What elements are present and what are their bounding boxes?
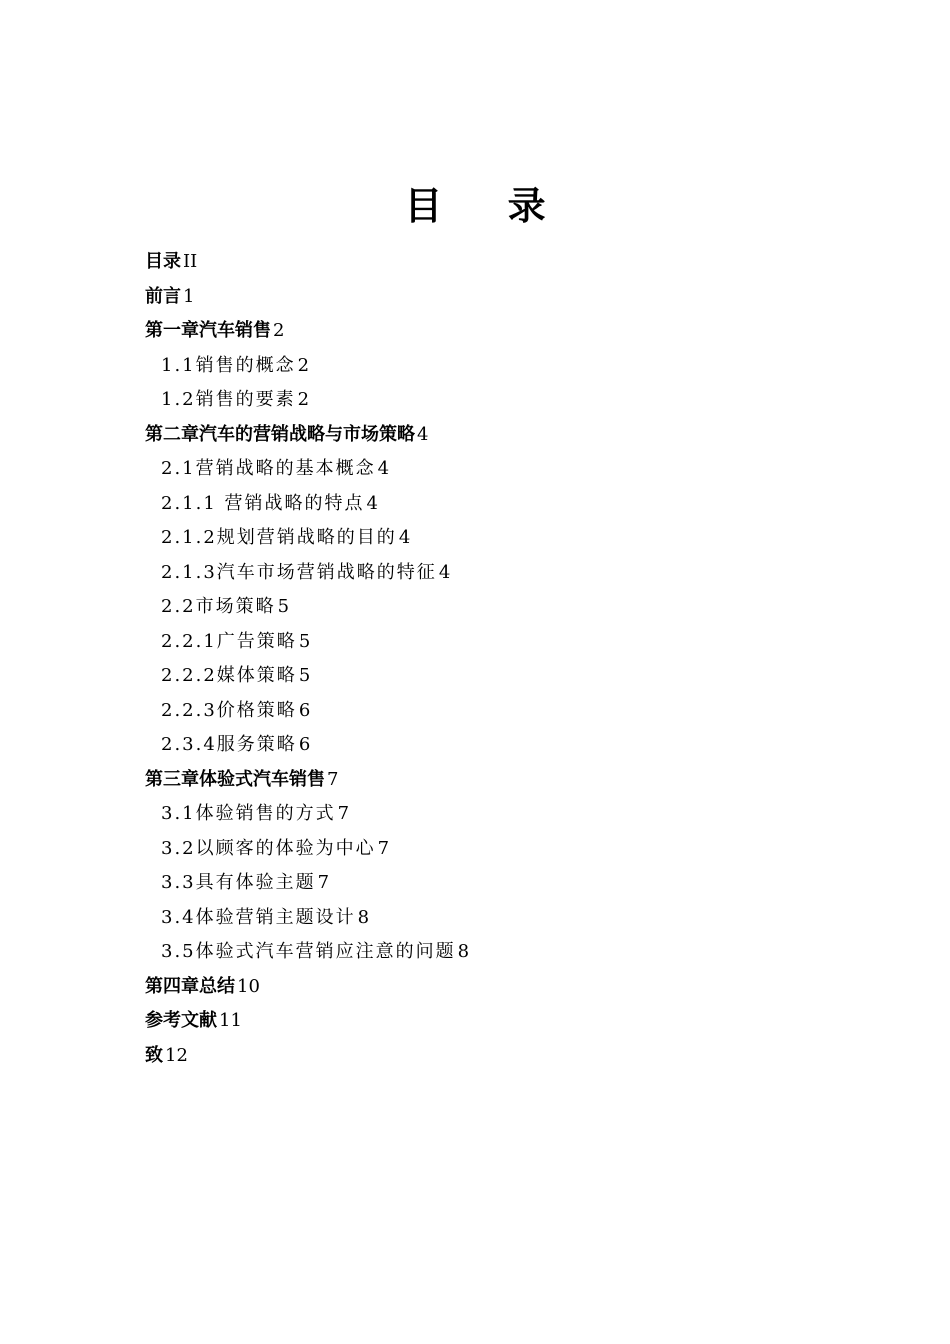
toc-entry-page-number: 4 bbox=[417, 423, 429, 445]
toc-entry-text: 2.2市场策略 bbox=[161, 596, 276, 617]
toc-entry-text: 3.4体验营销主题设计 bbox=[161, 906, 356, 928]
toc-entry-page-number: 5 bbox=[277, 596, 292, 617]
toc-entry-page-number: 4 bbox=[377, 458, 392, 479]
page-title: 目 录 bbox=[404, 184, 572, 228]
toc-entry[interactable] bbox=[145, 383, 845, 418]
toc-entry-text: 2.1营销战略的基本概念 bbox=[161, 458, 376, 479]
toc-entry-page-number: 7 bbox=[337, 803, 352, 824]
toc-entry-page-number: 1 bbox=[183, 285, 195, 307]
toc-entry-page-number: 11 bbox=[219, 1010, 242, 1031]
toc-entry[interactable] bbox=[145, 245, 845, 280]
toc-entry[interactable] bbox=[145, 659, 845, 694]
toc-entry[interactable] bbox=[145, 935, 845, 970]
toc-entry-page-number: 4 bbox=[438, 561, 453, 583]
table-of-contents bbox=[145, 245, 845, 1073]
toc-entry-page-number: 7 bbox=[317, 872, 332, 893]
toc-entry[interactable] bbox=[145, 521, 845, 556]
toc-entry[interactable] bbox=[145, 487, 845, 522]
toc-entry-text: 第一章汽车销售 bbox=[145, 320, 271, 341]
toc-entry-page-number: 7 bbox=[327, 768, 339, 790]
toc-entry-text: 2.1.2规划营销战略的目的 bbox=[161, 527, 397, 548]
toc-entry-text: 2.2.2媒体策略 bbox=[161, 665, 297, 686]
toc-entry[interactable] bbox=[145, 314, 845, 349]
toc-entry[interactable] bbox=[145, 728, 845, 763]
toc-entry-text: 3.2以顾客的体验为中心 bbox=[161, 837, 376, 859]
toc-entry[interactable] bbox=[145, 1004, 845, 1039]
toc-entry-page-number: 2 bbox=[297, 354, 312, 376]
toc-entry-text: 致 bbox=[145, 1044, 163, 1066]
toc-entry-text: 3.5体验式汽车营销应注意的问题 bbox=[161, 941, 456, 962]
toc-entry[interactable] bbox=[145, 590, 845, 625]
toc-entry-page-number: 6 bbox=[298, 699, 313, 721]
toc-entry[interactable] bbox=[145, 763, 845, 798]
toc-entry[interactable] bbox=[145, 625, 845, 660]
toc-entry-text: 1.1销售的概念 bbox=[161, 354, 296, 376]
toc-entry-page-number: 10 bbox=[237, 975, 260, 997]
toc-entry[interactable] bbox=[145, 832, 845, 867]
toc-entry-page-number: 12 bbox=[165, 1044, 188, 1066]
toc-entry[interactable] bbox=[145, 418, 845, 453]
toc-entry-text: 第四章总结 bbox=[145, 975, 235, 997]
toc-entry-page-number: 2 bbox=[297, 389, 312, 410]
toc-entry-page-number: 8 bbox=[357, 906, 372, 928]
toc-entry[interactable] bbox=[145, 970, 845, 1005]
toc-entry-text: 2.2.3价格策略 bbox=[161, 699, 297, 721]
toc-entry-text: 目录 bbox=[145, 251, 181, 272]
toc-entry-text: 2.1.3汽车市场营销战略的特征 bbox=[161, 561, 437, 583]
toc-entry-text: 3.3具有体验主题 bbox=[161, 872, 316, 893]
toc-entry[interactable] bbox=[145, 866, 845, 901]
toc-entry[interactable] bbox=[145, 280, 845, 315]
toc-entry[interactable] bbox=[145, 1039, 845, 1074]
toc-entry-text: 参考文献 bbox=[145, 1010, 217, 1031]
toc-entry-text: 前言 bbox=[145, 285, 181, 307]
toc-entry-page-number: 4 bbox=[398, 527, 413, 548]
toc-entry-text: 2.2.1广告策略 bbox=[161, 630, 297, 652]
toc-entry[interactable] bbox=[145, 556, 845, 591]
toc-entry-text: 1.2销售的要素 bbox=[161, 389, 296, 410]
toc-entry-page-number: II bbox=[183, 251, 198, 272]
toc-entry-text: 2.3.4服务策略 bbox=[161, 734, 297, 755]
toc-entry[interactable] bbox=[145, 797, 845, 832]
toc-entry[interactable] bbox=[145, 349, 845, 384]
toc-entry[interactable] bbox=[145, 901, 845, 936]
toc-entry-text: 3.1体验销售的方式 bbox=[161, 803, 336, 824]
toc-entry[interactable] bbox=[145, 452, 845, 487]
toc-entry-text: 第三章体验式汽车销售 bbox=[145, 768, 325, 790]
toc-entry-text: 2.1.1 营销战略的特点 bbox=[161, 492, 365, 514]
toc-entry-page-number: 4 bbox=[366, 492, 380, 514]
toc-entry-text: 第二章汽车的营销战略与市场策略 bbox=[145, 423, 415, 445]
toc-entry-page-number: 5 bbox=[298, 665, 313, 686]
toc-entry[interactable] bbox=[145, 694, 845, 729]
toc-entry-page-number: 5 bbox=[298, 630, 313, 652]
toc-entry-page-number: 7 bbox=[377, 837, 392, 859]
toc-entry-page-number: 2 bbox=[273, 320, 285, 341]
toc-entry-page-number: 6 bbox=[298, 734, 313, 755]
toc-entry-page-number: 8 bbox=[457, 941, 472, 962]
